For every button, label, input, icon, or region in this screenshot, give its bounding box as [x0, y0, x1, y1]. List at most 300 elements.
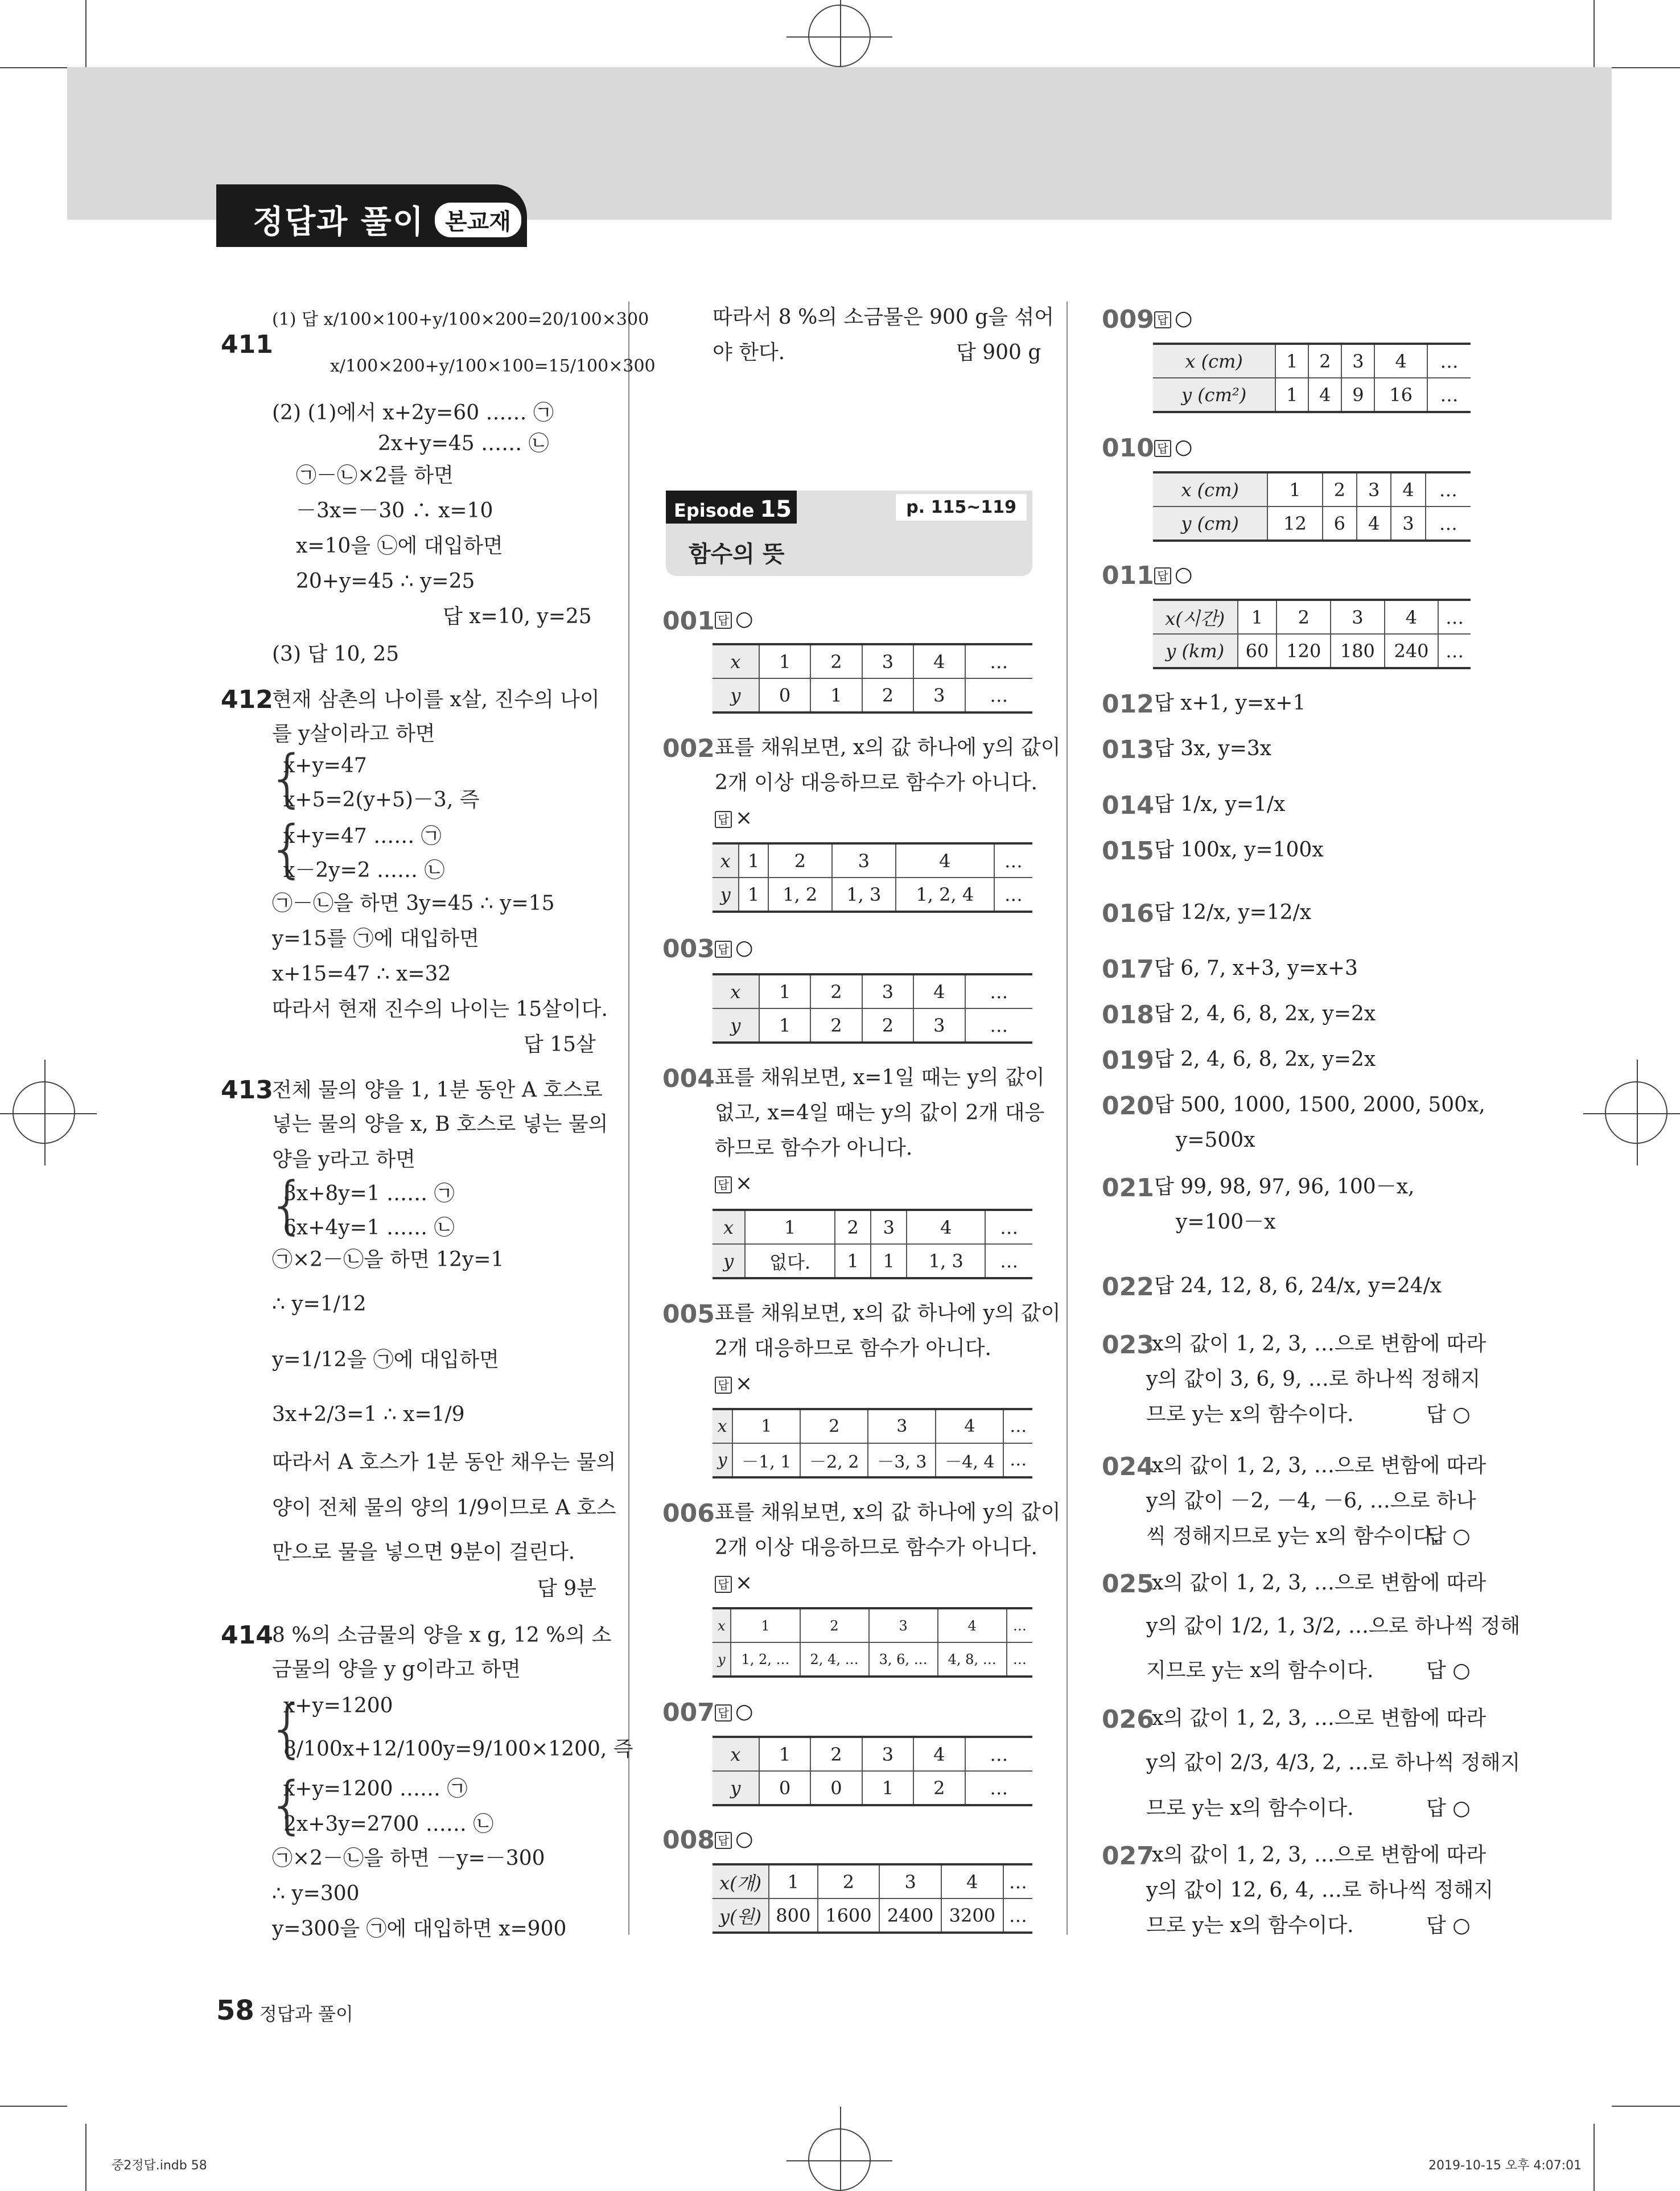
registration-mark	[808, 2128, 871, 2191]
text-line: 므로 y는 x의 함수이다.	[1146, 1914, 1354, 1937]
crop-mark	[1612, 2106, 1680, 2107]
table-cell: …	[965, 644, 1032, 678]
table-cell: 1	[769, 1864, 818, 1898]
table-cell: x	[713, 1737, 759, 1771]
table-cell: 3	[832, 843, 896, 878]
value-table	[1153, 599, 1471, 669]
answer-line: 답 6, 7, x+3, y=x+3	[1154, 957, 1358, 980]
problem-number: 012	[1102, 690, 1154, 719]
table-cell: 2, 4, …	[800, 1642, 869, 1677]
text-line: 금물의 양을 y g이라고 하면	[272, 1658, 521, 1681]
problem-number: 014	[1102, 791, 1154, 820]
table-cell: 2	[862, 678, 913, 713]
table-cell: 4, 8, …	[938, 1642, 1007, 1677]
table-cell: 3, 6, …	[869, 1642, 938, 1677]
problem-number: 002	[662, 734, 715, 763]
table-cell: y	[713, 1443, 732, 1477]
brace: {	[267, 742, 307, 814]
text-line: y의 값이 3, 6, 9, …로 하나씩 정해지	[1146, 1368, 1481, 1391]
text-line: y의 값이 1/2, 1, 3/2, …으로 하나씩 정해	[1146, 1615, 1521, 1638]
text-line: x의 값이 1, 2, 3, …으로 변함에 따라	[1152, 1571, 1487, 1595]
table-row	[713, 1771, 1032, 1805]
text-line: y=1/12을 ㉠에 대입하면	[272, 1348, 499, 1372]
problem-number: 414	[221, 1621, 273, 1650]
brace: {	[267, 1768, 307, 1841]
text-line: x+y=47	[283, 754, 367, 777]
text-line: 2x+y=45 …… ㉡	[378, 432, 549, 455]
table-cell: x(시간)	[1153, 600, 1238, 634]
table-cell: 2400	[879, 1898, 941, 1933]
answer-line: 답 x=10, y=25	[443, 605, 592, 628]
text-line: 2x+3y=2700 …… ㉡	[283, 1813, 494, 1836]
table-cell: 3	[879, 1864, 941, 1898]
crop-mark	[0, 67, 67, 68]
table-cell: x	[713, 1409, 732, 1443]
problem-number: 413	[221, 1076, 273, 1105]
text-line: 므로 y는 x의 함수이다.	[1146, 1403, 1354, 1426]
problem-number: 412	[221, 685, 273, 714]
table-cell: 1, 3	[832, 878, 896, 912]
text-line: y=15를 ㉠에 대입하면	[272, 927, 479, 950]
table-cell: －2, 2	[800, 1443, 868, 1477]
text-line: 현재 삼촌의 나이를 x살, 진수의 나이	[272, 688, 600, 711]
table-cell: 3	[913, 1008, 965, 1043]
registration-mark	[808, 5, 871, 67]
text-line: y의 값이 2/3, 4/3, 2, …로 하나씩 정해지	[1146, 1751, 1521, 1774]
table-row	[713, 1443, 1032, 1477]
table-cell: 4	[938, 1608, 1007, 1642]
table-cell: 4	[941, 1864, 1003, 1898]
text-line: 넣는 물의 양을 x, B 호스로 넣는 물의	[272, 1113, 608, 1136]
table-row	[713, 1409, 1032, 1443]
text-line: 2개 이상 대응하므로 함수가 아니다.	[715, 1536, 1037, 1559]
table-cell: y	[713, 1771, 759, 1805]
text-line: ∴ y=300	[272, 1882, 360, 1905]
text-line: 야 한다.	[713, 341, 785, 364]
problem-number: 005	[662, 1300, 715, 1329]
table-cell: x(개)	[713, 1864, 769, 1898]
problem-number: 025	[1102, 1570, 1154, 1599]
problem-number: 018	[1102, 1000, 1154, 1029]
table-row	[1153, 506, 1471, 541]
problem-number: 023	[1102, 1331, 1154, 1360]
table-cell: 3	[868, 1409, 936, 1443]
problem-number: 411	[221, 330, 273, 359]
text-line: ㉠－㉡×2를 하면	[296, 464, 454, 487]
table-cell: y (km)	[1153, 634, 1238, 668]
table-cell: 12	[1267, 506, 1322, 541]
table-cell: 240	[1385, 634, 1439, 668]
table-cell: …	[1438, 600, 1471, 634]
answer-line: 답 ○	[1426, 1797, 1471, 1820]
text-line: x의 값이 1, 2, 3, …으로 변함에 따라	[1152, 1454, 1487, 1477]
table-cell: 2	[810, 644, 862, 678]
table-cell: 2	[913, 1771, 965, 1805]
table-cell: 1	[810, 678, 862, 713]
table-cell: －3, 3	[868, 1443, 936, 1477]
table-cell: …	[1427, 378, 1471, 412]
brace: {	[267, 812, 307, 885]
text-line: 따라서 8 %의 소금물은 900 g을 섞어	[713, 306, 1055, 329]
problem-number: 016	[1102, 899, 1154, 928]
problem-number: 024	[1102, 1452, 1154, 1481]
brace: {	[267, 1692, 307, 1765]
episode-label: Episode 15	[666, 491, 797, 524]
text-line: 2개 이상 대응하므로 함수가 아니다.	[715, 771, 1037, 794]
answer-line: 답 2, 4, 6, 8, 2x, y=2x	[1154, 1002, 1376, 1026]
answer-line: 답 500, 1000, 1500, 2000, 500x,	[1154, 1093, 1485, 1117]
problem-number: 001	[662, 607, 715, 636]
problem-number: 007	[662, 1698, 715, 1727]
answer-line: y=500x	[1176, 1129, 1255, 1152]
table-row	[713, 1608, 1032, 1642]
answer-line: 답 ○	[1154, 306, 1192, 331]
value-table	[713, 973, 1032, 1044]
problem-number: 015	[1102, 837, 1154, 866]
problem-number: 010	[1102, 434, 1154, 463]
table-cell: …	[994, 843, 1032, 878]
table-cell: …	[965, 1737, 1032, 1771]
answer-line: 답 ○	[715, 936, 753, 961]
column-divider	[1067, 302, 1068, 1935]
table-row	[713, 974, 1032, 1008]
table-cell: 3	[1391, 506, 1425, 541]
text-line: x의 값이 1, 2, 3, …으로 변함에 따라	[1152, 1332, 1487, 1356]
answer-line: 답 24, 12, 8, 6, 24/x, y=24/x	[1154, 1274, 1442, 1298]
answer-line: 답 ○	[1426, 1403, 1471, 1426]
text-line: x－2y=2 …… ㉡	[283, 859, 445, 882]
text-line: y의 값이 －2, －4, －6, …으로 하나	[1146, 1489, 1476, 1513]
header-badge: 본교재	[435, 203, 521, 237]
table-cell: …	[1427, 344, 1471, 378]
table-cell: …	[965, 974, 1032, 1008]
table-row	[713, 878, 1032, 912]
table-row	[1153, 344, 1471, 378]
table-cell: 3	[1357, 472, 1391, 506]
table-cell: 120	[1277, 634, 1331, 668]
text-line: 를 y살이라고 하면	[272, 722, 435, 746]
table-cell: 1	[759, 974, 810, 1008]
page-number: 58	[216, 1995, 254, 2027]
text-line: －3x=－30 ∴ x=10	[296, 499, 493, 522]
table-row	[713, 1244, 1032, 1278]
text-line: 만으로 물을 넣으면 9분이 걸린다.	[272, 1541, 575, 1564]
table-cell: …	[1426, 506, 1471, 541]
table-cell: 4	[913, 644, 965, 678]
problem-number: 022	[1102, 1272, 1154, 1302]
text-line: 지므로 y는 x의 함수이다.	[1146, 1659, 1374, 1682]
text-line: 6x+4y=1 …… ㉡	[283, 1216, 455, 1239]
table-cell: 0	[810, 1771, 862, 1805]
answer-line: 답 ×	[715, 1372, 752, 1397]
problem-number: 006	[662, 1499, 715, 1528]
table-cell: 1	[732, 1409, 800, 1443]
table-cell: 1	[871, 1244, 907, 1278]
table-cell: 3	[871, 1210, 907, 1244]
episode-pages: p. 115~119	[896, 494, 1027, 521]
table-cell: …	[1003, 1898, 1032, 1933]
table-cell: 2	[862, 1008, 913, 1043]
table-cell: y	[713, 1008, 759, 1043]
table-cell: x (cm)	[1153, 344, 1275, 378]
text-line: ㉠×2－㉡을 하면 12y=1	[272, 1248, 504, 1271]
text-line: 20+y=45 ∴ y=25	[296, 570, 475, 593]
brace: {	[267, 1168, 307, 1241]
table-cell: 1	[731, 1608, 800, 1642]
crop-mark	[85, 2124, 87, 2191]
text-line: 8 %의 소금물의 양을 x g, 12 %의 소	[272, 1624, 612, 1647]
problem-number: 009	[1102, 305, 1154, 334]
table-cell: …	[994, 878, 1032, 912]
problem-number: 021	[1102, 1173, 1154, 1202]
table-cell: …	[1438, 634, 1471, 668]
table-cell: x	[713, 843, 739, 878]
episode-title: 함수의 뜻	[689, 541, 785, 567]
text-line: x+y=1200	[283, 1694, 393, 1718]
table-row	[713, 644, 1032, 678]
table-cell: 0	[759, 1771, 810, 1805]
table-cell: x	[713, 1608, 731, 1642]
value-table	[713, 1209, 1032, 1279]
text-line: 8/100x+12/100y=9/100×1200, 즉	[283, 1737, 633, 1761]
text-line: x의 값이 1, 2, 3, …으로 변함에 따라	[1152, 1707, 1487, 1730]
table-cell: 2	[800, 1409, 868, 1443]
table-cell: 4	[896, 843, 994, 878]
table-cell: 180	[1331, 634, 1385, 668]
episode-number: 15	[760, 496, 792, 522]
text-line: 2개 대응하므로 함수가 아니다.	[715, 1337, 991, 1360]
problem-number: 011	[1102, 561, 1154, 590]
text-line: 따라서 현재 진수의 나이는 15살이다.	[272, 998, 608, 1021]
answer-line: 답 9분	[537, 1577, 596, 1600]
table-cell: 2	[835, 1210, 871, 1244]
text-line: x+15=47 ∴ x=32	[272, 962, 451, 986]
value-table	[713, 1863, 1032, 1934]
crop-mark	[1593, 0, 1595, 67]
text-line: y=300을 ㉠에 대입하면 x=900	[272, 1917, 567, 1941]
crop-mark	[85, 0, 87, 67]
text-line: 양을 y라고 하면	[272, 1148, 415, 1171]
text-line: (1) 답 x/100×100+y/100×200=20/100×300	[272, 310, 649, 330]
table-cell: 1	[759, 1008, 810, 1043]
text-line: 하므로 함수가 아니다.	[715, 1136, 913, 1160]
text-line: 양이 전체 물의 양의 1/9이므로 A 호스	[272, 1496, 616, 1519]
table-cell: 1	[1275, 378, 1308, 412]
table-cell: 3	[869, 1608, 938, 1642]
table-cell: 없다.	[745, 1244, 835, 1278]
text-line: x+y=1200 …… ㉠	[283, 1777, 468, 1801]
text-line: 씩 정해지므로 y는 x의 함수이다.	[1146, 1525, 1440, 1548]
table-cell: y(원)	[713, 1898, 769, 1933]
answer-line: 답 x+1, y=x+1	[1154, 691, 1306, 715]
table-cell: 2	[818, 1864, 880, 1898]
table-cell: 2	[1277, 600, 1331, 634]
table-cell: 1	[745, 1210, 835, 1244]
text-line: x+y=47 …… ㉠	[283, 825, 442, 848]
table-cell: …	[985, 1210, 1032, 1244]
answer-line: 답 ×	[715, 806, 752, 831]
table-cell: 4	[907, 1210, 985, 1244]
table-cell: －1, 1	[732, 1443, 800, 1477]
text-line: (2) (1)에서 x+2y=60 …… ㉠	[272, 401, 554, 425]
table-cell: y	[713, 678, 759, 713]
table-cell: x (cm)	[1153, 472, 1267, 506]
table-row	[1153, 378, 1471, 412]
answer-line: 답 ○	[715, 1827, 753, 1852]
table-cell: …	[1007, 1608, 1032, 1642]
table-cell: 3	[1341, 344, 1374, 378]
problem-number: 026	[1102, 1705, 1154, 1734]
text-line: 없고, x=4일 때는 y의 값이 2개 대응	[715, 1101, 1045, 1125]
crop-mark	[0, 2106, 67, 2107]
problem-number: 003	[662, 934, 715, 963]
table-row	[713, 1737, 1032, 1771]
table-cell: 0	[759, 678, 810, 713]
table-cell: 1	[862, 1771, 913, 1805]
text-line: x=10을 ㉡에 대입하면	[296, 534, 503, 558]
answer-line: 답 ○	[1154, 562, 1192, 587]
text-line: ㉠－㉡을 하면 3y=45 ∴ y=15	[272, 892, 555, 915]
table-row	[713, 1642, 1032, 1677]
answer-line: 답 2, 4, 6, 8, 2x, y=2x	[1154, 1048, 1376, 1071]
text-line: 표를 채워보면, x의 값 하나에 y의 값이	[715, 736, 1061, 759]
text-line: (3) 답 10, 25	[272, 643, 400, 666]
table-cell: 2	[1308, 344, 1341, 378]
table-cell: 4	[913, 974, 965, 1008]
table-cell: 16	[1374, 378, 1427, 412]
problem-number: 004	[662, 1064, 715, 1093]
table-cell: 4	[936, 1409, 1003, 1443]
problem-number: 017	[1102, 955, 1154, 984]
text-line: 표를 채워보면, x=1일 때는 y의 값이	[715, 1066, 1045, 1089]
table-cell: －4, 4	[936, 1443, 1003, 1477]
table-cell: x	[713, 974, 759, 1008]
value-table	[713, 1607, 1032, 1678]
answer-line: 답 1/x, y=1/x	[1154, 793, 1286, 816]
answer-line: 답 900 g	[956, 341, 1041, 364]
slug-right: 2019-10-15 오후 4:07:01	[1428, 2159, 1582, 2173]
answer-line: 답 12/x, y=12/x	[1154, 901, 1312, 924]
table-cell: 800	[769, 1898, 818, 1933]
table-cell: 1	[759, 1737, 810, 1771]
table-row	[713, 1008, 1032, 1043]
answer-line: 답 ○	[1426, 1914, 1471, 1937]
table-row	[713, 1864, 1032, 1898]
table-cell: …	[1003, 1409, 1032, 1443]
text-line: ㉠×2－㉡을 하면 －y=－300	[272, 1847, 545, 1870]
text-line: 표를 채워보면, x의 값 하나에 y의 값이	[715, 1501, 1061, 1524]
text-line: ∴ y=1/12	[272, 1292, 367, 1316]
text-line: x+5=2(y+5)－3, 즉	[283, 788, 480, 812]
table-cell: 2	[800, 1608, 869, 1642]
table-cell: 1	[739, 843, 768, 878]
value-table	[713, 1736, 1032, 1806]
table-row	[713, 1210, 1032, 1244]
table-cell: x	[713, 1210, 745, 1244]
column-divider	[628, 302, 629, 1935]
answer-line: 답 3x, y=3x	[1154, 737, 1272, 760]
problem-number: 008	[662, 1826, 715, 1855]
table-cell: 1, 2, …	[731, 1642, 800, 1677]
crop-mark	[1612, 67, 1680, 68]
text-line: 전체 물의 양을 1, 1분 동안 A 호스로	[272, 1078, 603, 1102]
text-line: 3x+8y=1 …… ㉠	[283, 1182, 455, 1205]
table-cell: 3	[862, 974, 913, 1008]
text-line: 표를 채워보면, x의 값 하나에 y의 값이	[715, 1302, 1061, 1325]
table-cell: 3	[913, 678, 965, 713]
table-cell: 1, 2, 4	[896, 878, 994, 912]
table-cell: 1	[1238, 600, 1277, 634]
value-table	[713, 842, 1032, 913]
crop-mark	[1593, 2124, 1595, 2191]
table-row	[713, 843, 1032, 878]
table-cell: 4	[1391, 472, 1425, 506]
table-row	[713, 1898, 1032, 1933]
answer-line: 답 ○	[1426, 1525, 1471, 1548]
problem-number: 019	[1102, 1046, 1154, 1075]
table-cell: 1, 3	[907, 1244, 985, 1278]
table-cell: 1	[835, 1244, 871, 1278]
table-cell: y	[713, 1642, 731, 1677]
table-cell: 3	[862, 1737, 913, 1771]
table-cell: 2	[810, 1737, 862, 1771]
table-cell: y (cm)	[1153, 506, 1267, 541]
table-cell: 4	[1385, 600, 1439, 634]
table-cell: …	[1007, 1642, 1032, 1677]
table-cell: 4	[913, 1737, 965, 1771]
table-cell: …	[965, 1008, 1032, 1043]
table-cell: …	[1003, 1443, 1032, 1477]
table-cell: 1	[739, 878, 768, 912]
slug-left: 중2정답.indb 58	[112, 2159, 207, 2173]
answer-line: 답 ○	[715, 607, 753, 632]
answer-line: 답 ○	[715, 1699, 753, 1724]
answer-line: y=100－x	[1176, 1210, 1276, 1234]
table-cell: 1	[759, 644, 810, 678]
table-cell: 2	[768, 843, 832, 878]
table-cell: y (cm²)	[1153, 378, 1275, 412]
answer-line: 답 ×	[715, 1171, 752, 1196]
answer-line: 답 ○	[1426, 1659, 1471, 1682]
table-row	[1153, 472, 1471, 506]
value-table	[713, 643, 1032, 714]
table-cell: 60	[1238, 634, 1277, 668]
footer-label: 정답과 풀이	[260, 2003, 353, 2025]
table-cell: 1, 2	[768, 878, 832, 912]
value-table	[1153, 471, 1471, 542]
registration-mark	[13, 1081, 75, 1144]
problem-number: 013	[1102, 735, 1154, 764]
problem-number: 020	[1102, 1092, 1154, 1121]
table-row	[713, 678, 1032, 713]
table-cell: 1600	[818, 1898, 880, 1933]
answer-line: 답 ×	[715, 1571, 752, 1596]
header-tab	[216, 184, 527, 247]
problem-number: 027	[1102, 1842, 1154, 1871]
registration-mark	[1605, 1081, 1667, 1144]
table-cell: 4	[1357, 506, 1391, 541]
table-cell: 1	[1267, 472, 1322, 506]
value-table	[1153, 343, 1471, 413]
table-row	[1153, 600, 1471, 634]
table-cell: y	[713, 1244, 745, 1278]
answer-line: 답 100x, y=100x	[1154, 838, 1324, 862]
table-cell: 2	[810, 1008, 862, 1043]
table-cell: y	[713, 878, 739, 912]
text-line: 므로 y는 x의 함수이다.	[1146, 1797, 1354, 1820]
value-table	[713, 1408, 1032, 1478]
table-cell: 3	[1331, 600, 1385, 634]
